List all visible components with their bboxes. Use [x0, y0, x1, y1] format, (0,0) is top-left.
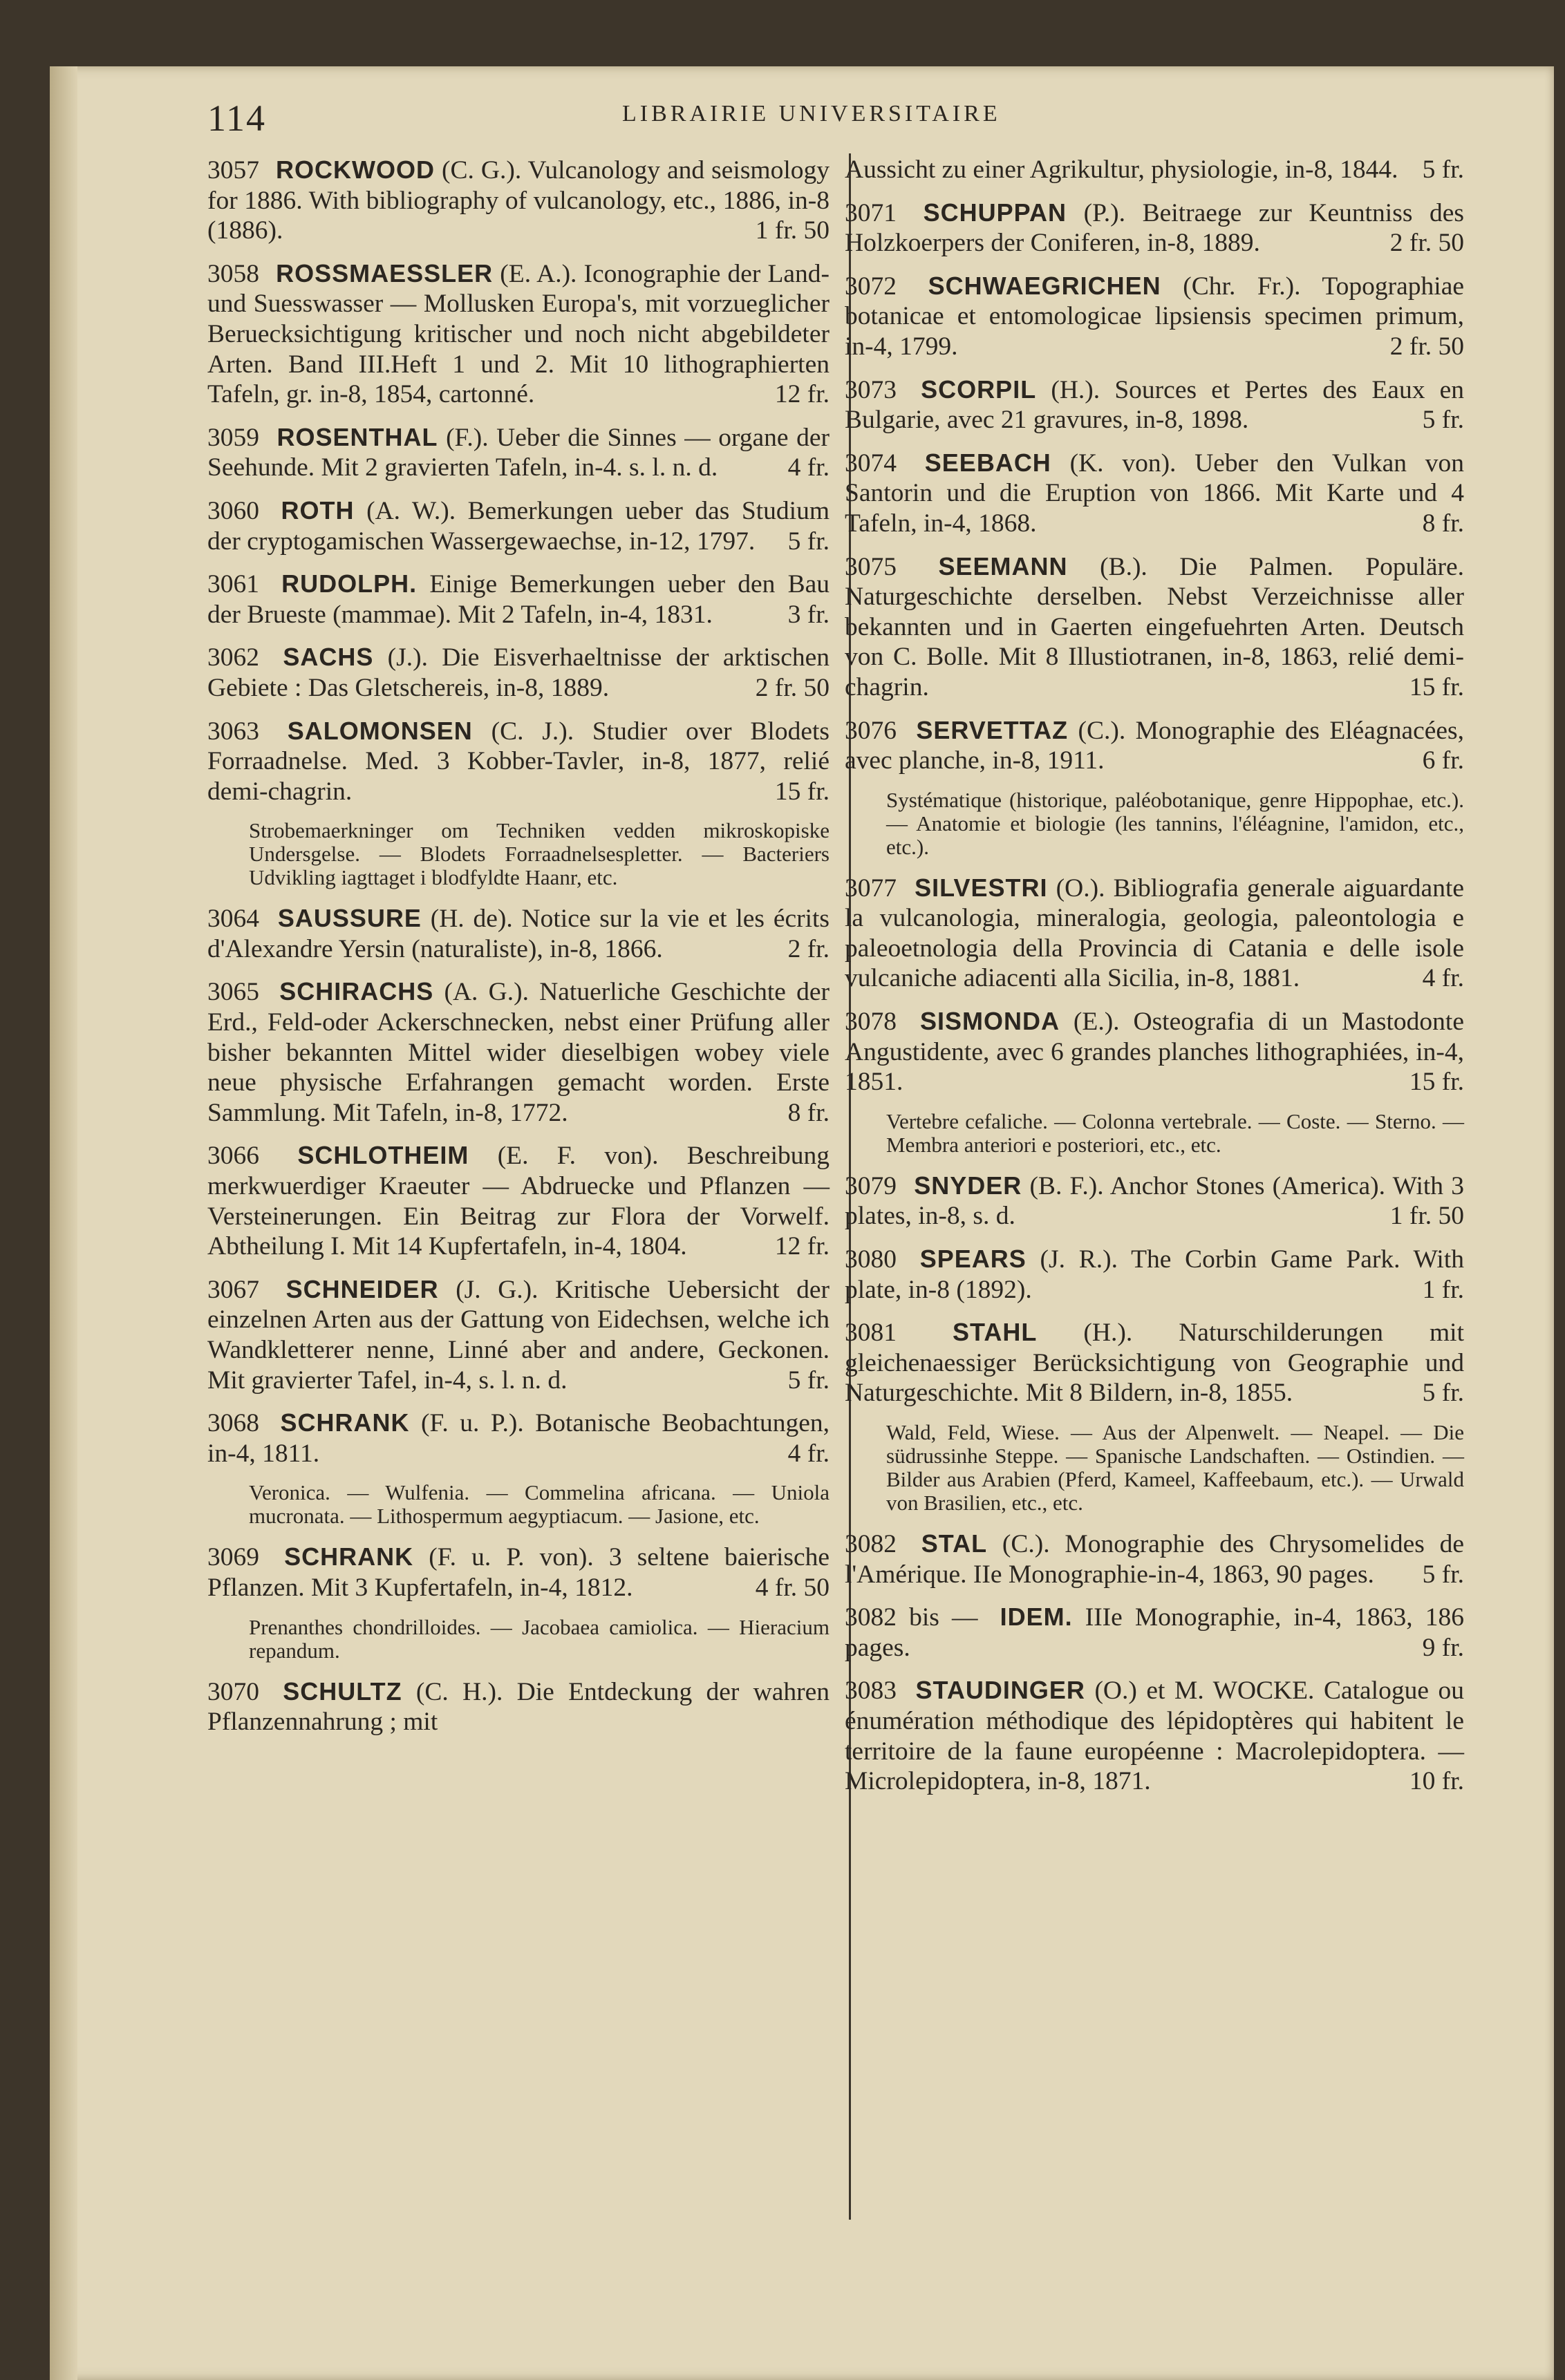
entry-number: 3057 — [207, 156, 259, 185]
entry-number: 3072 — [845, 272, 897, 301]
entry-description: (O.) et M. WOCKE. Catalogue ou énumération méthodique des lépidoptères qui habitent le territoire de la faune européenne : Macrolepidoptera. — Microlepidoptera, in-8, 1871. — [845, 1677, 1465, 1796]
entry-description: (E. F. von). Beschreibung merkwuerdiger Kraeuter — Abdruecke und Pflanzen — Versteinerungen. Ein Beitrag zur Flora der Vorwelf. Abtheilung I. Mit 14 Kupfertafeln, in-4, 1804. — [207, 1142, 830, 1261]
entry-number: 3082 — [845, 1530, 897, 1558]
entry-author: SERVETTAZ — [916, 715, 1069, 744]
catalog-entry — [207, 422, 830, 483]
entry-number: 3065 — [207, 978, 259, 1007]
entry-number: 3068 — [207, 1409, 259, 1438]
catalog-entry — [207, 258, 830, 410]
entry-contents-note: Prenanthes chondrilloides. — Jacobaea camiolica. — Hieracium repandum. — [249, 1614, 830, 1663]
entry-number: 3080 — [845, 1245, 897, 1274]
entry-number: 3082 bis — — [845, 1603, 978, 1632]
entry-description: Aussicht zu einer Agrikultur, physiologie, in-8, 1844. — [845, 155, 1398, 184]
entry-author: SILVESTRI — [915, 873, 1048, 902]
entry-description: (P.). Beitraege zur Keuntniss des Holzkoerpers der Coniferen, in-8, 1889. — [845, 198, 1465, 258]
entry-description: IIIe Monographie, in-4, 1863, 186 pages. — [845, 1603, 1465, 1662]
entry-price: 4 fr. 50 — [755, 1573, 830, 1602]
entry-description: (J. G.). Kritische Uebersicht der einzelnen Arten aus der Gattung von Eidechsen, welche ich Wandkletterer nenne, Linné aber and andere, Geckonen. Mit gravierter Tafel, in-4, s. l. n. d. — [207, 1275, 830, 1395]
entry-price: 2 fr. 50 — [1389, 332, 1464, 361]
entry-description: (H.). Naturschilderungen mit gleichenaessiger Berücksichtigung von Geographie und Naturgeschichte. Mit 8 Bildern, in-8, 1855. — [845, 1319, 1464, 1408]
entry-author: SNYDER — [914, 1171, 1022, 1200]
entry-price: 2 fr. 50 — [1389, 229, 1464, 258]
entry-number: 3062 — [207, 643, 259, 672]
catalog-entry — [207, 716, 830, 807]
catalog-entry — [845, 448, 1464, 539]
catalog-entry — [845, 873, 1464, 994]
entry-author: STAL — [921, 1529, 988, 1558]
entry-author: SEEMANN — [938, 551, 1068, 580]
entry-author: ROSENTHAL — [277, 422, 438, 451]
entry-number: 3083 — [845, 1677, 897, 1706]
entry-contents-note: Vertebre cefaliche. — Colonna vertebrale. — Coste. — Sterno. — Membra anteriori e posteriori, etc., etc. — [886, 1108, 1464, 1157]
catalog-entry — [207, 1274, 830, 1395]
catalog-entry — [845, 155, 1464, 185]
entry-price: 2 fr. — [787, 934, 830, 963]
entry-price: 10 fr. — [1409, 1767, 1464, 1796]
entry-price: 5 fr. — [787, 527, 830, 556]
catalog-entry — [207, 569, 830, 630]
running-head: LIBRAIRIE UNIVERSITAIRE — [622, 101, 1001, 126]
entry-author: ROCKWOOD — [276, 155, 435, 184]
entry-number: 3079 — [845, 1171, 897, 1200]
entry-author: SACHS — [283, 643, 374, 672]
catalog-entry — [845, 715, 1464, 776]
entry-description: (H. de). Notice sur la vie et les écrits d'Alexandre Yersin (naturaliste), in-8, 1866. — [207, 905, 830, 963]
catalog-entry — [207, 1542, 830, 1603]
entry-number: 3078 — [845, 1008, 897, 1037]
entry-description: (E. A.). Iconographie der Land-und Suesswasser — Mollusken Europa's, mit vorzueglicher Beruecksichtigung kritischer und noch nicht abgebildeter Arten. Band III.Heft 1 und 2. Mit 10 lithographierten Tafeln, gr. in-8, 1854, cartonné. — [207, 259, 830, 409]
entry-author: SCHULTZ — [283, 1677, 402, 1706]
catalog-entry — [207, 1140, 830, 1261]
entry-number: 3066 — [207, 1142, 259, 1171]
catalog-entry — [845, 1171, 1464, 1231]
entry-price: 5 fr. — [787, 1366, 830, 1395]
entry-description: (C. G.). Vulcanology and seismology for 1886. With bibliography of vulcanology, etc., 1886, in-8 (1886). — [207, 156, 830, 245]
catalog-entry — [845, 1006, 1464, 1097]
entry-price: 2 fr. 50 — [755, 673, 830, 702]
entry-author: ROSSMAESSLER — [276, 258, 494, 287]
entry-price: 8 fr. — [787, 1098, 830, 1127]
entry-author: STAUDINGER — [915, 1676, 1085, 1705]
entry-author: SALOMONSEN — [287, 716, 473, 745]
entry-price: 15 fr. — [774, 777, 830, 806]
entry-description: (A. G.). Natuerliche Geschichte der Erd., Feld-oder Ackerschnecken, nebst einer Prüfung aller bisher bekannten Mittel wider dieselbigen wobey viele neue physische Erfahrangen gemacht worden. Erste Sammlung. Mit Tafeln, in-8, 1772. — [207, 978, 830, 1127]
entry-description: (C.). Monographie des Eléagnacées, avec planche, in-8, 1911. — [845, 716, 1464, 775]
entry-author: SCHRANK — [280, 1408, 410, 1437]
catalog-entry — [845, 551, 1464, 703]
entry-number: 3061 — [207, 570, 259, 599]
catalog-entry — [207, 1677, 830, 1737]
entry-author: SISMONDA — [919, 1007, 1060, 1036]
catalog-entry — [207, 976, 830, 1128]
entry-price: 1 fr. 50 — [755, 216, 830, 245]
entry-description: (C. J.). Studier over Blodets Forraadnelse. Med. 3 Kobber-Tavler, in-8, 1877, relié demi-chagrin. — [207, 717, 830, 806]
entry-price: 4 fr. — [787, 453, 830, 482]
entry-author: ROTH — [281, 495, 355, 525]
entry-author: STAHL — [953, 1318, 1038, 1347]
entry-price: 12 fr. — [774, 1232, 830, 1261]
entry-author: SPEARS — [919, 1245, 1027, 1274]
entry-price: 15 fr. — [1409, 672, 1464, 701]
entry-price: 8 fr. — [1422, 509, 1464, 538]
page-binding — [50, 66, 77, 2380]
catalog-entry — [207, 1408, 830, 1468]
catalog-entry — [207, 495, 830, 556]
entry-price: 5 fr. — [1422, 155, 1464, 184]
entry-price: 1 fr. — [1422, 1275, 1464, 1304]
entry-author: SCORPIL — [921, 375, 1037, 404]
left-column — [207, 155, 830, 1750]
entry-price: 12 fr. — [774, 380, 830, 409]
entry-description: (F. u. P. von). 3 seltene baierische Pflanzen. Mit 3 Kupfertafeln, in-4, 1812. — [207, 1543, 830, 1602]
entry-price: 15 fr. — [1409, 1068, 1464, 1097]
entry-price: 5 fr. — [1422, 406, 1464, 435]
entry-description: (B. F.). Anchor Stones (America). With 3 plates, in-8, s. d. — [845, 1171, 1464, 1231]
entry-description: (B.). Die Palmen. Populäre. Naturgeschichte derselben. Nebst Verzeichnisse aller bekannten und in Gaerten eingefuehrten Arten. Deutsch von C. Bolle. Mit 8 Illustiotranen, in-8, 1863, relié demi-chagrin. — [845, 552, 1465, 701]
entry-author: RUDOLPH. — [281, 569, 418, 598]
catalog-entry — [845, 1317, 1464, 1408]
entry-number: 3071 — [845, 198, 897, 227]
entry-number: 3074 — [845, 448, 897, 478]
entry-author: SCHLOTHEIM — [297, 1141, 469, 1170]
entry-author: SCHUPPAN — [923, 198, 1067, 227]
catalog-entry — [845, 375, 1464, 435]
catalog-entry — [845, 198, 1464, 258]
entry-author: SCHIRACHS — [279, 977, 434, 1006]
entry-contents-note: Veronica. — Wulfenia. — Commelina africana. — Uniola mucronata. — Lithospermum aegyptiacum. — Jasione, etc. — [249, 1480, 830, 1529]
entry-author: SAUSSURE — [277, 904, 422, 933]
entry-description: (F. u. P.). Botanische Beobachtungen, in-4, 1811. — [207, 1409, 830, 1468]
entry-description: (C.). Monographie des Chrysomelides de l'Amérique. IIe Monographie-in-4, 1863, 90 pages. — [845, 1530, 1465, 1589]
entry-price: 5 fr. — [1422, 1560, 1464, 1589]
entry-number: 3067 — [207, 1275, 259, 1304]
entry-price: 4 fr. — [1422, 964, 1464, 993]
entry-number: 3058 — [207, 259, 259, 288]
catalog-entry — [845, 271, 1464, 362]
entry-number: 3069 — [207, 1543, 259, 1572]
entry-description: (C. H.). Die Entdeckung der wahren Pflanzennahrung ; mit — [207, 1677, 830, 1737]
entry-description: Einige Bemerkungen ueber den Bau der Brueste (mammae). Mit 2 Tafeln, in-4, 1831. — [207, 570, 830, 629]
entry-description: (K. von). Ueber den Vulkan von Santorin und die Eruption von 1866. Mit Karte und 4 Tafeln, in-4, 1868. — [845, 448, 1465, 538]
entry-author: SCHWAEGRICHEN — [928, 271, 1161, 300]
entry-number: 3059 — [207, 423, 259, 452]
entry-author: IDEM. — [1000, 1603, 1073, 1632]
entry-description: (O.). Bibliografia generale aiguardante la vulcanologia, mineralogia, geologia, paleontologia e paleoetnologia della Provincia di Catania e delle isole vulcaniche adiacenti alla Sicilia, in-8, 1881. — [845, 873, 1465, 993]
entry-price: 3 fr. — [787, 600, 830, 629]
catalog-entry — [845, 1602, 1464, 1663]
page-number: 114 — [207, 97, 266, 139]
entry-contents-note: Systématique (historique, paléobotanique, genre Hippophae, etc.). — Anatomie et biologie (les tannins, l'éléagnine, l'amidon, etc., etc.). — [886, 787, 1464, 859]
catalog-entry — [207, 642, 830, 703]
entry-description: (H.). Sources et Pertes des Eaux en Bulgarie, avec 21 gravures, in-8, 1898. — [845, 375, 1465, 435]
entry-number: 3077 — [845, 873, 897, 903]
catalog-entry — [207, 903, 830, 964]
entry-number: 3060 — [207, 496, 259, 525]
entry-author: SCHRANK — [284, 1542, 414, 1571]
entry-number: 3064 — [207, 905, 259, 934]
entry-contents-note: Wald, Feld, Wiese. — Aus der Alpenwelt. — Neapel. — Die südrussinhe Steppe. — Spanische Landschaften. — Ostindien. — Bilder aus Arabien (Pferd, Kameel, Kaffeebaum, etc.). — Urwald von Brasilien, etc., etc. — [886, 1420, 1464, 1515]
entry-description: (Chr. Fr.). Topographiae botanicae et entomologicae lipsiensis specimen primum, in-4, 1799. — [845, 272, 1465, 361]
entry-number: 3063 — [207, 717, 259, 746]
entry-contents-note: Strobemaerkninger om Techniken vedden mikroskopiske Undersgelse. — Blodets Forraadnelsespletter. — Bacteriers Udvikling iagttaget i blodfyldte Haanr, etc. — [249, 818, 830, 890]
catalog-entry — [207, 155, 830, 246]
entry-price: 4 fr. — [787, 1439, 830, 1468]
entry-description: (J.). Die Eisverhaeltnisse der arktischen Gebiete : Das Gletschereis, in-8, 1889. — [207, 643, 830, 702]
entry-number: 3073 — [845, 375, 897, 404]
entry-author: SCHNEIDER — [285, 1274, 439, 1303]
entry-price: 5 fr. — [1422, 1379, 1464, 1408]
catalog-entry — [845, 1244, 1464, 1305]
entry-number: 3081 — [845, 1319, 897, 1348]
entry-description: (J. R.). The Corbin Game Park. With plate, in-8 (1892). — [845, 1245, 1464, 1304]
entry-number: 3076 — [845, 716, 897, 745]
entry-description: (A. W.). Bemerkungen ueber das Studium der cryptogamischen Wassergewaechse, in-12, 1797. — [207, 496, 830, 556]
entry-price: 1 fr. 50 — [1389, 1202, 1464, 1231]
entry-description: (F.). Ueber die Sinnes — organe der Seehunde. Mit 2 gravierten Tafeln, in-4. s. l. n. d. — [207, 423, 830, 482]
entry-price: 6 fr. — [1422, 746, 1464, 775]
catalog-entry — [845, 1675, 1464, 1796]
right-column — [845, 155, 1464, 1809]
catalog-entry — [845, 1529, 1464, 1589]
entry-number: 3075 — [845, 552, 897, 581]
entry-number: 3070 — [207, 1677, 259, 1706]
entry-description: (E.). Osteografia di un Mastodonte Angustidente, avec 6 grandes planches lithographiées, in-4, 1851. — [845, 1008, 1464, 1097]
entry-price: 9 fr. — [1422, 1633, 1464, 1662]
entry-author: SEEBACH — [924, 448, 1051, 477]
